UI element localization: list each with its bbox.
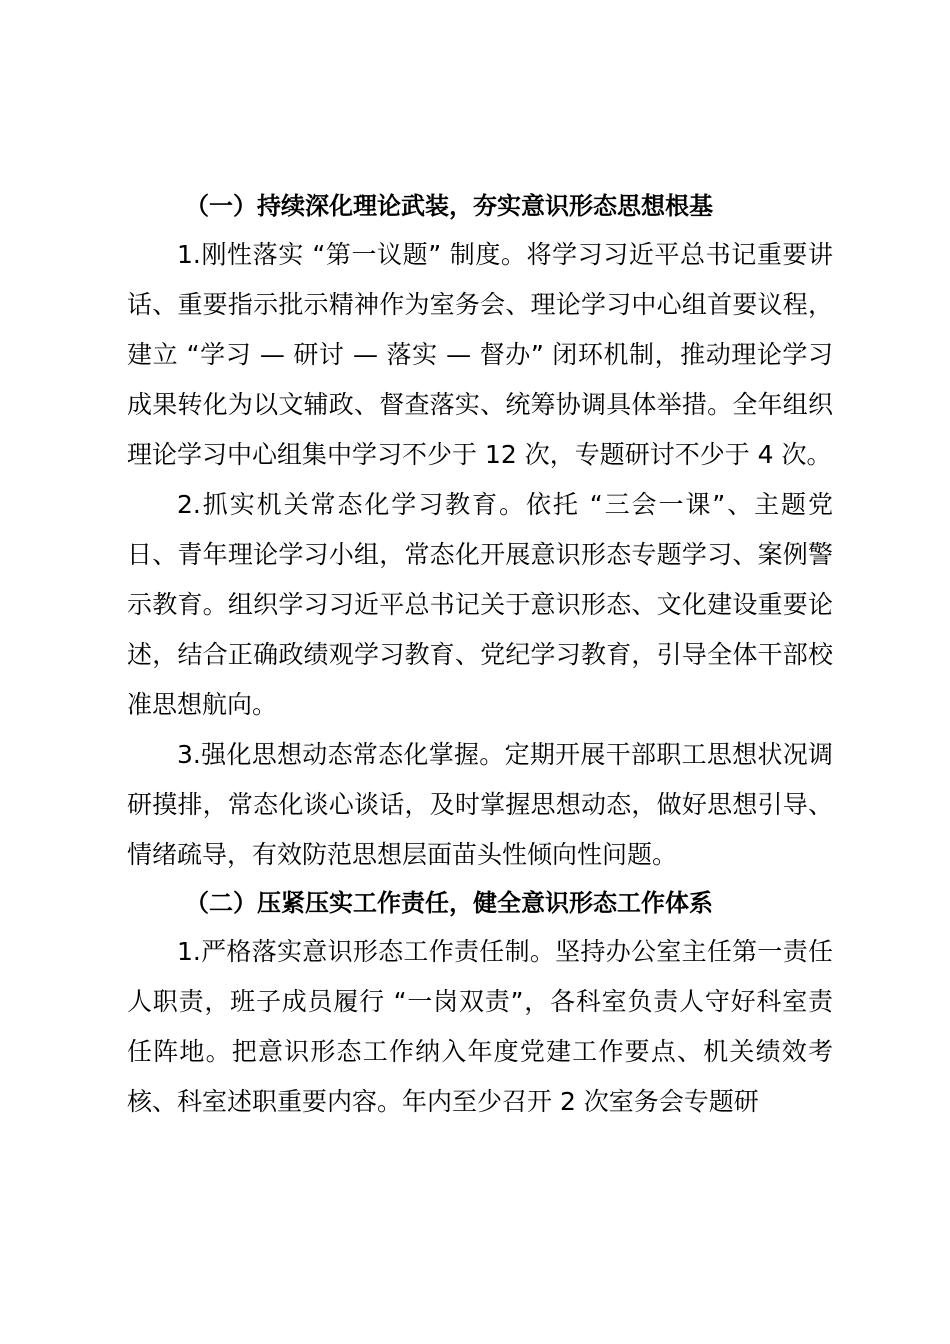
paragraph-1-3: 3.强化思想动态常态化掌握。定期开展干部职工思想状况调研摸排，常态化谈心谈话，及时掌握思想动态，做好思想引导、情绪疏导，有效防范思想层面苗头性倾向性问题。 [127, 740, 833, 869]
paragraph-2-1: 1.严格落实意识形态工作责任制。坚持办公室主任第一责任人职责，班子成员履行 “一岗双责”，各科室负责人守好科室责任阵地。把意识形态工作纳入年度党建工作要点、机关绩效考核、科室述职重要内容。年内至少召开 2 次室务会专题研 [127, 937, 833, 1116]
section-heading-1: （一）持续深化理论武装，夯实意识形态思想根基 [185, 192, 713, 220]
document-body [127, 183, 833, 1127]
paragraph-1-2: 2.抓实机关常态化学习教育。依托 “三会一课”、主题党日、青年理论学习小组，常态化开展意识形态专题学习、案例警示教育。组织学习习近平总书记关于意识形态、文化建设重要论述，结合正确政绩观学习教育、党纪学习教育，引导全体干部校准思想航向。 [127, 490, 833, 719]
section-heading-2: （二）压紧压实工作责任，健全意识形态工作体系 [185, 889, 713, 917]
paragraph-1-1: 1.刚性落实 “第一议题” 制度。将学习习近平总书记重要讲话、重要指示批示精神作为室务会、理论学习中心组首要议程，建立 “学习 — 研讨 — 落实 — 督办” 闭环机制，推动理论学习成果转化为以文辅政、督查落实、统筹协调具体举措。全年组织理论学习中心组集中学习不少于 12 次，专题研讨不少于 4 次。 [127, 240, 833, 469]
